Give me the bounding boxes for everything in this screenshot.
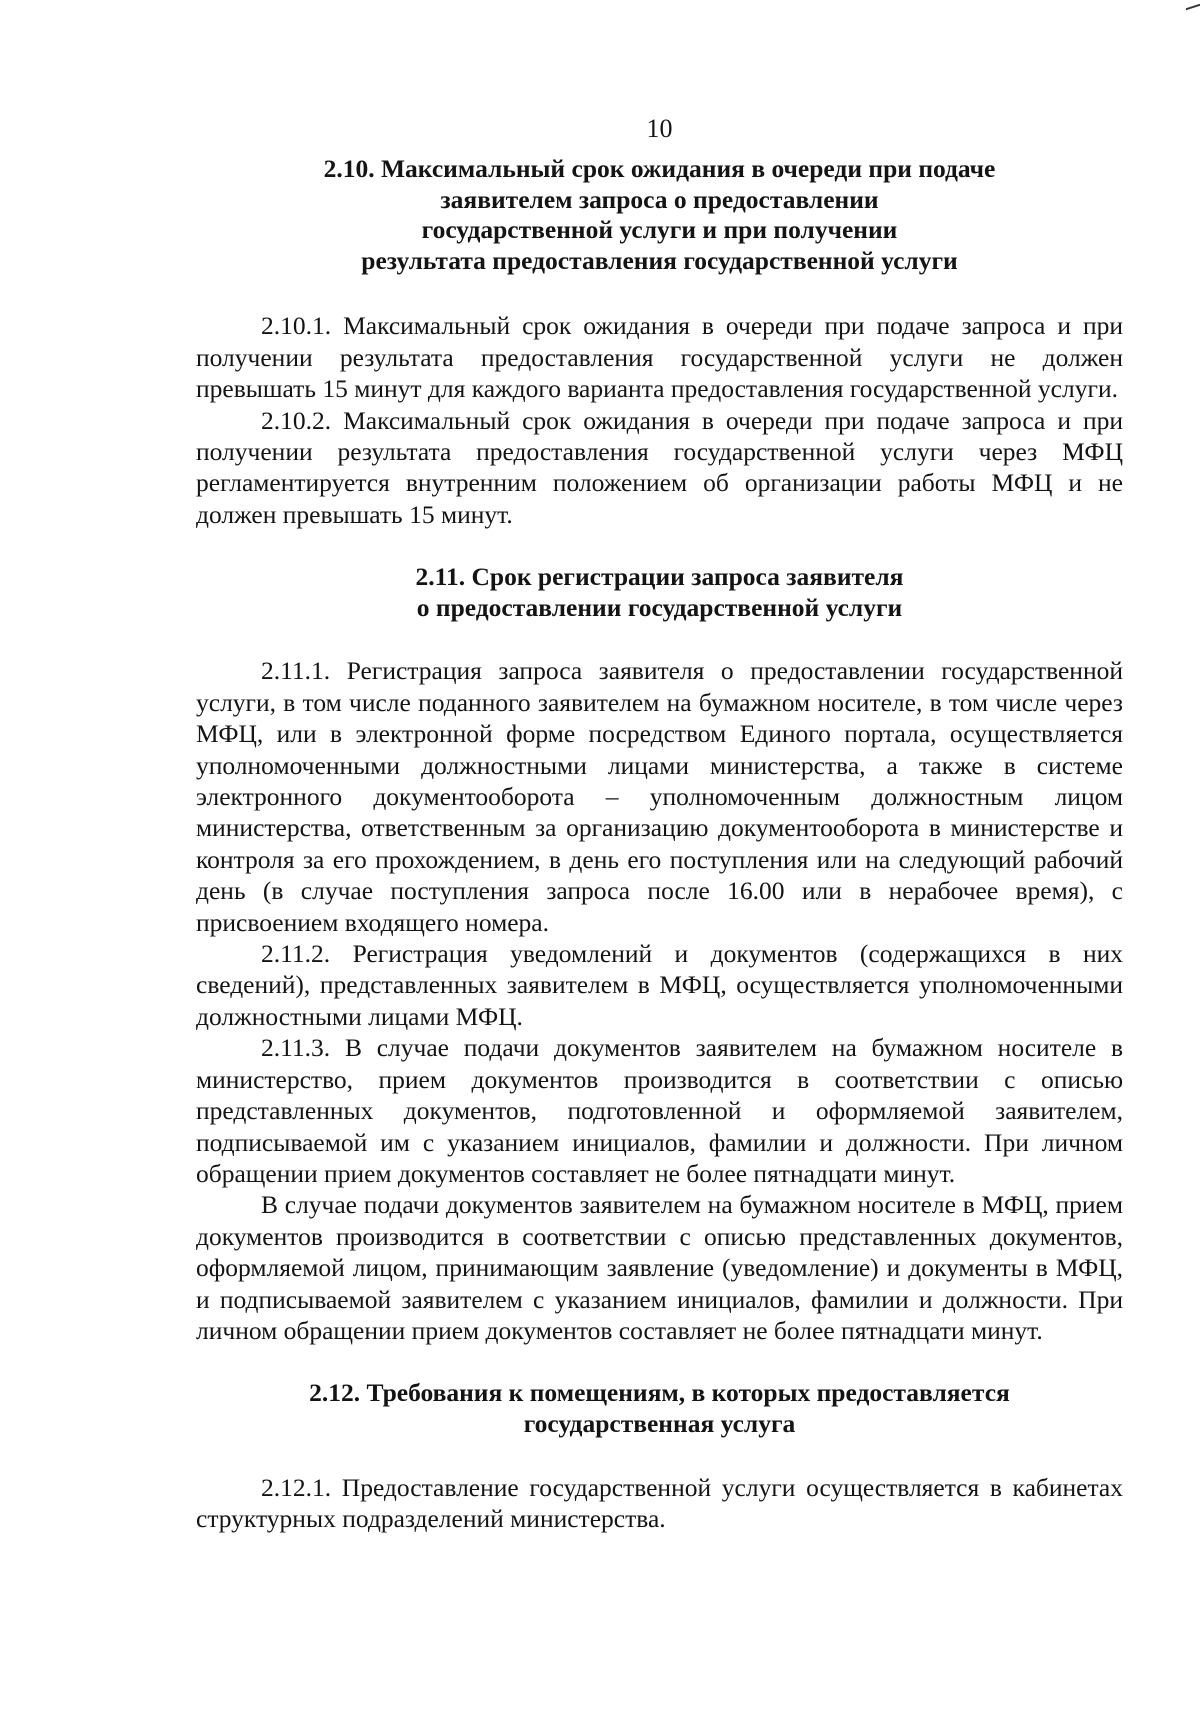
heading-line: 2.12. Требования к помещениям, в которых предоставляется [309,1378,1010,1408]
heading-line: результата предоставления государственной услуги [361,245,958,275]
heading-line: государственная услуга [523,1408,796,1438]
section-heading-2-11 [196,562,1123,623]
paragraph-2-10-2: 2.10.2. Максимальный срок ожидания в очереди при подаче запроса и при получении результата предоставления государственной услуги через МФЦ регламентируется внутренним положением об организации работы МФЦ и не должен превышать 15 минут. [196,405,1123,529]
paragraph-2-11-3: 2.11.3. В случае подачи документов заявителем на бумажном носителе в министерство, прием документов производится в соответствии с описью представленных документов, подготовленной и оформляемой заявителем, подписываемой им с указанием инициалов, фамилии и должности. При личном обращении прием документов составляет не более пятнадцати минут. [196,1033,1123,1188]
document-page [196,112,1123,1534]
paragraph-2-12-1: 2.12.1. Предоставление государственной услуги осуществляется в кабинетах структурных подразделений министерства. [196,1472,1123,1533]
heading-line: 2.11. Срок регистрации запроса заявителя [415,562,904,592]
paragraph-2-11-1: 2.11.1. Регистрация запроса заявителя о предоставлении государственной услуги, в том числе поданного заявителем на бумажном носителе, в том числе через МФЦ, или в электронной форме посредством Единого портала, осуществляется уполномоченными должностными лицами министерства, а также в системе электронного документооборота – уполномоченным должностным лицом министерства, ответственным за организацию документооборота в министерстве и контроля за его прохождением, в день его поступления или на следующий рабочий день (в случае поступления запроса после 16.00 или в нерабочее время), с присвоением входящего номера. [196,656,1123,937]
heading-line: заявителем запроса о предоставлении [440,184,879,214]
paragraph-2-11-2: 2.11.2. Регистрация уведомлений и документов (содержащихся в них сведений), представленных заявителем в МФЦ, осуществляется уполномоченными должностными лицами МФЦ. [196,939,1123,1031]
page-number: 10 [646,114,673,143]
heading-line: государственной услуги и при получении [421,215,898,245]
section-heading-2-10 [196,154,1123,276]
paragraph-2-10-1: 2.10.1. Максимальный срок ожидания в очереди при подаче запроса и при получении результата предоставления государственной услуги не должен превышать 15 минут для каждого варианта предоставления государственной услуги. [196,311,1123,404]
heading-line: о предоставлении государственной услуги [416,592,903,622]
section-heading-2-12 [196,1378,1123,1439]
scan-corner-mark [1186,0,1200,10]
heading-line: 2.10. Максимальный срок ожидания в очереди при подаче [323,154,996,183]
paragraph-2-11-3-continued: В случае подачи документов заявителем на бумажном носителе в МФЦ, прием документов производится в соответствии с описью представленных документов, оформляемой лицом, принимающим заявление (уведомление) и документы в МФЦ, и подписываемой заявителем с указанием инициалов, фамилии и должности. При личном обращении прием документов составляет не более пятнадцати минут. [196,1190,1123,1345]
